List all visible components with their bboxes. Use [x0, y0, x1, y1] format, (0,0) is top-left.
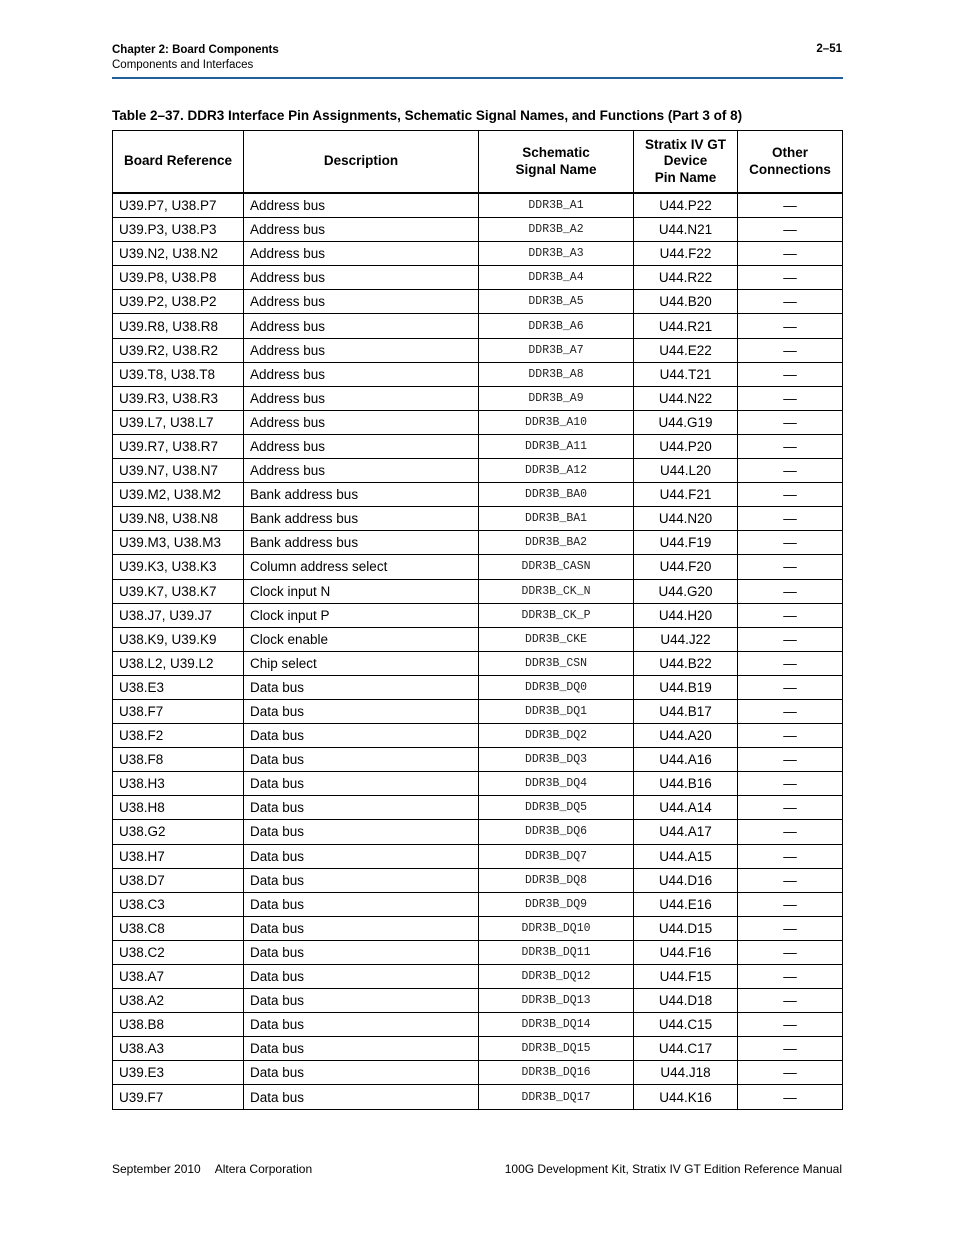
table-row — [113, 989, 843, 1013]
device-pin-cell: U44.P20 — [634, 434, 738, 458]
other-connections-cell: — — [738, 193, 843, 218]
board-reference-cell: U38.H3 — [113, 772, 244, 796]
device-pin-cell: U44.F15 — [634, 965, 738, 989]
description-cell: Data bus — [244, 796, 479, 820]
table-header-row — [113, 131, 843, 194]
signal-name-cell: DDR3B_A6 — [479, 314, 634, 338]
device-pin-cell: U44.L20 — [634, 459, 738, 483]
table-row — [113, 965, 843, 989]
signal-name-cell: DDR3B_DQ9 — [479, 892, 634, 916]
device-pin-cell: U44.R21 — [634, 314, 738, 338]
description-cell: Address bus — [244, 290, 479, 314]
signal-name-cell: DDR3B_DQ3 — [479, 748, 634, 772]
section-title: Components and Interfaces — [112, 59, 254, 71]
description-cell: Address bus — [244, 314, 479, 338]
device-pin-cell: U44.B22 — [634, 651, 738, 675]
signal-name-cell: DDR3B_DQ16 — [479, 1061, 634, 1085]
description-cell: Bank address bus — [244, 483, 479, 507]
signal-name-cell: DDR3B_DQ6 — [479, 820, 634, 844]
table-row — [113, 386, 843, 410]
table-row — [113, 651, 843, 675]
table-row — [113, 940, 843, 964]
device-pin-cell: U44.D15 — [634, 916, 738, 940]
signal-name-cell: DDR3B_DQ1 — [479, 699, 634, 723]
board-reference-cell: U39.M2, U38.M2 — [113, 483, 244, 507]
table-row — [113, 314, 843, 338]
other-connections-cell: — — [738, 699, 843, 723]
device-pin-cell: U44.N21 — [634, 218, 738, 242]
other-connections-cell: — — [738, 483, 843, 507]
table-row — [113, 748, 843, 772]
table-row — [113, 868, 843, 892]
device-pin-cell: U44.J22 — [634, 627, 738, 651]
device-pin-cell: U44.B19 — [634, 675, 738, 699]
device-pin-cell: U44.B20 — [634, 290, 738, 314]
table-row — [113, 916, 843, 940]
board-reference-cell: U38.J7, U39.J7 — [113, 603, 244, 627]
other-connections-cell: — — [738, 796, 843, 820]
signal-name-cell: DDR3B_DQ4 — [479, 772, 634, 796]
description-cell: Data bus — [244, 699, 479, 723]
other-connections-cell: — — [738, 965, 843, 989]
signal-name-cell: DDR3B_A8 — [479, 362, 634, 386]
description-cell: Data bus — [244, 965, 479, 989]
signal-name-cell: DDR3B_DQ8 — [479, 868, 634, 892]
device-pin-cell: U44.A17 — [634, 820, 738, 844]
description-cell: Data bus — [244, 892, 479, 916]
other-connections-cell: — — [738, 627, 843, 651]
other-connections-cell: — — [738, 748, 843, 772]
table-row — [113, 603, 843, 627]
board-reference-cell: U38.F8 — [113, 748, 244, 772]
board-reference-cell: U39.L7, U38.L7 — [113, 410, 244, 434]
board-reference-cell: U38.L2, U39.L2 — [113, 651, 244, 675]
signal-name-cell: DDR3B_A12 — [479, 459, 634, 483]
table-row — [113, 724, 843, 748]
board-reference-cell: U39.R3, U38.R3 — [113, 386, 244, 410]
table-row — [113, 699, 843, 723]
signal-name-cell: DDR3B_BA0 — [479, 483, 634, 507]
other-connections-cell: — — [738, 290, 843, 314]
other-connections-cell: — — [738, 338, 843, 362]
table-row — [113, 772, 843, 796]
signal-name-cell: DDR3B_DQ15 — [479, 1037, 634, 1061]
signal-name-cell: DDR3B_A4 — [479, 266, 634, 290]
device-pin-cell: U44.T21 — [634, 362, 738, 386]
other-connections-cell: — — [738, 940, 843, 964]
table-row — [113, 627, 843, 651]
signal-name-cell: DDR3B_DQ14 — [479, 1013, 634, 1037]
description-cell: Clock enable — [244, 627, 479, 651]
other-connections-cell: — — [738, 1013, 843, 1037]
device-pin-cell: U44.F22 — [634, 242, 738, 266]
table-row — [113, 483, 843, 507]
board-reference-cell: U39.K3, U38.K3 — [113, 555, 244, 579]
description-cell: Data bus — [244, 940, 479, 964]
other-connections-cell: — — [738, 362, 843, 386]
signal-name-cell: DDR3B_A11 — [479, 434, 634, 458]
description-cell: Data bus — [244, 772, 479, 796]
description-cell: Clock input P — [244, 603, 479, 627]
board-reference-cell: U39.P2, U38.P2 — [113, 290, 244, 314]
table-row — [113, 459, 843, 483]
other-connections-cell: — — [738, 916, 843, 940]
device-pin-cell: U44.G19 — [634, 410, 738, 434]
device-pin-cell: U44.D16 — [634, 868, 738, 892]
signal-name-cell: DDR3B_DQ17 — [479, 1085, 634, 1109]
description-cell: Address bus — [244, 193, 479, 218]
board-reference-cell: U39.R8, U38.R8 — [113, 314, 244, 338]
col-header-signal-name: Schematic Signal Name — [479, 131, 634, 194]
board-reference-cell: U38.A7 — [113, 965, 244, 989]
board-reference-cell: U38.D7 — [113, 868, 244, 892]
other-connections-cell: — — [738, 386, 843, 410]
description-cell: Data bus — [244, 820, 479, 844]
table-row — [113, 1085, 843, 1109]
other-connections-cell: — — [738, 242, 843, 266]
table-row — [113, 242, 843, 266]
board-reference-cell: U38.C2 — [113, 940, 244, 964]
board-reference-cell: U38.C3 — [113, 892, 244, 916]
other-connections-cell: — — [738, 314, 843, 338]
device-pin-cell: U44.D18 — [634, 989, 738, 1013]
device-pin-cell: U44.C15 — [634, 1013, 738, 1037]
col-header-device-pin: Stratix IV GT Device Pin Name — [634, 131, 738, 194]
board-reference-cell: U39.P3, U38.P3 — [113, 218, 244, 242]
description-cell: Address bus — [244, 242, 479, 266]
description-cell: Data bus — [244, 989, 479, 1013]
board-reference-cell: U39.R7, U38.R7 — [113, 434, 244, 458]
description-cell: Data bus — [244, 675, 479, 699]
device-pin-cell: U44.F20 — [634, 555, 738, 579]
description-cell: Address bus — [244, 459, 479, 483]
signal-name-cell: DDR3B_A7 — [479, 338, 634, 362]
signal-name-cell: DDR3B_CKE — [479, 627, 634, 651]
description-cell: Address bus — [244, 386, 479, 410]
signal-name-cell: DDR3B_DQ11 — [479, 940, 634, 964]
description-cell: Column address select — [244, 555, 479, 579]
board-reference-cell: U38.B8 — [113, 1013, 244, 1037]
other-connections-cell: — — [738, 434, 843, 458]
page-number: 2–51 — [816, 43, 842, 55]
other-connections-cell: — — [738, 410, 843, 434]
footer-date: September 2010 — [112, 1162, 201, 1176]
description-cell: Address bus — [244, 410, 479, 434]
table-row — [113, 218, 843, 242]
device-pin-cell: U44.F21 — [634, 483, 738, 507]
other-connections-cell: — — [738, 555, 843, 579]
table-caption: Table 2–37. DDR3 Interface Pin Assignments, Schematic Signal Names, and Functions (Part 3 of 8) — [112, 108, 743, 123]
description-cell: Bank address bus — [244, 507, 479, 531]
table-row — [113, 338, 843, 362]
device-pin-cell: U44.A20 — [634, 724, 738, 748]
other-connections-cell: — — [738, 989, 843, 1013]
device-pin-cell: U44.N20 — [634, 507, 738, 531]
board-reference-cell: U39.F7 — [113, 1085, 244, 1109]
other-connections-cell: — — [738, 772, 843, 796]
device-pin-cell: U44.E22 — [634, 338, 738, 362]
table-row — [113, 531, 843, 555]
signal-name-cell: DDR3B_A10 — [479, 410, 634, 434]
description-cell: Data bus — [244, 748, 479, 772]
table-row — [113, 507, 843, 531]
table-row — [113, 1013, 843, 1037]
board-reference-cell: U39.M3, U38.M3 — [113, 531, 244, 555]
signal-name-cell: DDR3B_BA1 — [479, 507, 634, 531]
device-pin-cell: U44.G20 — [634, 579, 738, 603]
board-reference-cell: U38.F2 — [113, 724, 244, 748]
description-cell: Data bus — [244, 1085, 479, 1109]
description-cell: Data bus — [244, 868, 479, 892]
signal-name-cell: DDR3B_CK_P — [479, 603, 634, 627]
other-connections-cell: — — [738, 218, 843, 242]
board-reference-cell: U39.E3 — [113, 1061, 244, 1085]
signal-name-cell: DDR3B_DQ12 — [479, 965, 634, 989]
board-reference-cell: U38.C8 — [113, 916, 244, 940]
device-pin-cell: U44.F19 — [634, 531, 738, 555]
table-row — [113, 362, 843, 386]
table-row — [113, 796, 843, 820]
table-row — [113, 434, 843, 458]
table-row — [113, 579, 843, 603]
board-reference-cell: U39.T8, U38.T8 — [113, 362, 244, 386]
board-reference-cell: U38.K9, U39.K9 — [113, 627, 244, 651]
description-cell: Data bus — [244, 1013, 479, 1037]
device-pin-cell: U44.H20 — [634, 603, 738, 627]
other-connections-cell: — — [738, 675, 843, 699]
board-reference-cell: U39.N8, U38.N8 — [113, 507, 244, 531]
device-pin-cell: U44.F16 — [634, 940, 738, 964]
device-pin-cell: U44.B17 — [634, 699, 738, 723]
signal-name-cell: DDR3B_A1 — [479, 193, 634, 218]
other-connections-cell: — — [738, 1037, 843, 1061]
description-cell: Data bus — [244, 1037, 479, 1061]
description-cell: Address bus — [244, 362, 479, 386]
board-reference-cell: U38.G2 — [113, 820, 244, 844]
table-row — [113, 820, 843, 844]
signal-name-cell: DDR3B_BA2 — [479, 531, 634, 555]
device-pin-cell: U44.A14 — [634, 796, 738, 820]
signal-name-cell: DDR3B_DQ7 — [479, 844, 634, 868]
other-connections-cell: — — [738, 724, 843, 748]
board-reference-cell: U38.E3 — [113, 675, 244, 699]
other-connections-cell: — — [738, 531, 843, 555]
signal-name-cell: DDR3B_A2 — [479, 218, 634, 242]
table-row — [113, 844, 843, 868]
device-pin-cell: U44.A16 — [634, 748, 738, 772]
description-cell: Address bus — [244, 218, 479, 242]
board-reference-cell: U38.H8 — [113, 796, 244, 820]
other-connections-cell: — — [738, 603, 843, 627]
other-connections-cell: — — [738, 507, 843, 531]
board-reference-cell: U39.N7, U38.N7 — [113, 459, 244, 483]
signal-name-cell: DDR3B_DQ2 — [479, 724, 634, 748]
device-pin-cell: U44.N22 — [634, 386, 738, 410]
col-header-description: Description — [244, 131, 479, 194]
running-header — [112, 43, 279, 73]
table-body — [113, 193, 843, 1109]
footer-company: Altera Corporation — [214, 1162, 313, 1176]
table-row — [113, 410, 843, 434]
col-header-board-reference: Board Reference — [113, 131, 244, 194]
description-cell: Data bus — [244, 1061, 479, 1085]
table-row — [113, 675, 843, 699]
description-cell: Data bus — [244, 844, 479, 868]
description-cell: Address bus — [244, 434, 479, 458]
chapter-title: Chapter 2: Board Components — [112, 44, 279, 56]
other-connections-cell: — — [738, 459, 843, 483]
description-cell: Bank address bus — [244, 531, 479, 555]
device-pin-cell: U44.J18 — [634, 1061, 738, 1085]
device-pin-cell: U44.C17 — [634, 1037, 738, 1061]
footer-left — [112, 1162, 312, 1176]
signal-name-cell: DDR3B_A5 — [479, 290, 634, 314]
signal-name-cell: DDR3B_CK_N — [479, 579, 634, 603]
device-pin-cell: U44.K16 — [634, 1085, 738, 1109]
table-row — [113, 290, 843, 314]
signal-name-cell: DDR3B_A3 — [479, 242, 634, 266]
device-pin-cell: U44.B16 — [634, 772, 738, 796]
board-reference-cell: U39.K7, U38.K7 — [113, 579, 244, 603]
description-cell: Clock input N — [244, 579, 479, 603]
board-reference-cell: U38.H7 — [113, 844, 244, 868]
device-pin-cell: U44.P22 — [634, 193, 738, 218]
other-connections-cell: — — [738, 820, 843, 844]
table-row — [113, 1037, 843, 1061]
footer-manual-title: 100G Development Kit, Stratix IV GT Edition Reference Manual — [504, 1162, 842, 1176]
signal-name-cell: DDR3B_A9 — [479, 386, 634, 410]
board-reference-cell: U38.F7 — [113, 699, 244, 723]
header-rule — [112, 77, 843, 79]
device-pin-cell: U44.R22 — [634, 266, 738, 290]
signal-name-cell: DDR3B_DQ0 — [479, 675, 634, 699]
board-reference-cell: U38.A3 — [113, 1037, 244, 1061]
other-connections-cell: — — [738, 1085, 843, 1109]
board-reference-cell: U39.P8, U38.P8 — [113, 266, 244, 290]
other-connections-cell: — — [738, 844, 843, 868]
board-reference-cell: U39.P7, U38.P7 — [113, 193, 244, 218]
device-pin-cell: U44.E16 — [634, 892, 738, 916]
board-reference-cell: U39.N2, U38.N2 — [113, 242, 244, 266]
description-cell: Chip select — [244, 651, 479, 675]
table-row — [113, 193, 843, 218]
table-row — [113, 892, 843, 916]
table-row — [113, 1061, 843, 1085]
description-cell: Data bus — [244, 724, 479, 748]
other-connections-cell: — — [738, 651, 843, 675]
col-header-other-connections: Other Connections — [738, 131, 843, 194]
board-reference-cell: U39.R2, U38.R2 — [113, 338, 244, 362]
other-connections-cell: — — [738, 868, 843, 892]
device-pin-cell: U44.A15 — [634, 844, 738, 868]
signal-name-cell: DDR3B_DQ10 — [479, 916, 634, 940]
pin-assignment-table — [112, 130, 843, 1110]
other-connections-cell: — — [738, 579, 843, 603]
table-row — [113, 266, 843, 290]
description-cell: Data bus — [244, 916, 479, 940]
other-connections-cell: — — [738, 892, 843, 916]
description-cell: Address bus — [244, 266, 479, 290]
table-row — [113, 555, 843, 579]
other-connections-cell: — — [738, 266, 843, 290]
other-connections-cell: — — [738, 1061, 843, 1085]
signal-name-cell: DDR3B_DQ13 — [479, 989, 634, 1013]
description-cell: Address bus — [244, 338, 479, 362]
signal-name-cell: DDR3B_CASN — [479, 555, 634, 579]
signal-name-cell: DDR3B_CSN — [479, 651, 634, 675]
board-reference-cell: U38.A2 — [113, 989, 244, 1013]
signal-name-cell: DDR3B_DQ5 — [479, 796, 634, 820]
